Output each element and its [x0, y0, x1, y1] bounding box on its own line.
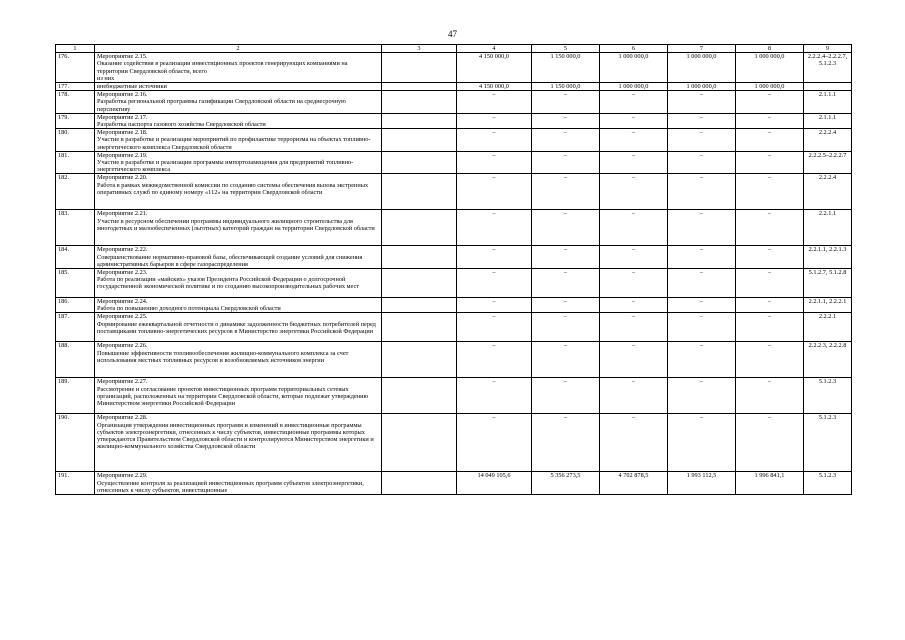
year-2-cell: –: [600, 378, 668, 414]
target-reference-cell: 2.2.2.4: [804, 129, 852, 152]
year-1-cell: –: [532, 414, 600, 472]
target-reference-cell: [804, 83, 852, 91]
table-row: [56, 53, 852, 83]
row-number-cell: 189.: [56, 378, 95, 414]
year-4-cell: –: [736, 246, 804, 269]
year-1-cell: –: [532, 342, 600, 378]
target-reference-cell: 2.2.2.5–2.2.2.7: [804, 151, 852, 174]
target-reference-cell: 2.1.1.1: [804, 113, 852, 128]
activity-description-cell: Мероприятие 2.17. Разработка паспорта газового хозяйства Свердловской области: [95, 113, 382, 128]
total-cell: –: [457, 246, 532, 269]
target-reference-cell: 2.2.2.4: [804, 174, 852, 210]
year-2-cell: –: [600, 174, 668, 210]
row-number-cell: 178.: [56, 91, 95, 114]
year-4-cell: –: [736, 378, 804, 414]
row-number-cell: 185.: [56, 269, 95, 298]
table-row: [56, 91, 852, 114]
year-1-cell: 1 150 000,0: [532, 83, 600, 91]
row-number-cell: 177.: [56, 83, 95, 91]
year-4-cell: –: [736, 129, 804, 152]
total-cell: –: [457, 151, 532, 174]
row-number-cell: 184.: [56, 246, 95, 269]
activity-description-cell: Мероприятие 2.25. Формирование ежеквартальной отчетности о динамике задолженности бюджетных потребителей перед поставщиками топливно-энергетических ресурсов в Министерство энергетики Российской Федерации: [95, 313, 382, 342]
activity-description-cell: Мероприятие 2.26. Повышение эффективности топливообеспечения жилищно-коммунального комплекса за счет использования местных топливных ресурсов и возобновляемых источников энергии: [95, 342, 382, 378]
activity-description-cell: Мероприятие 2.16. Разработка региональной программы газификации Свердловской области на среднесрочную перспективу: [95, 91, 382, 114]
row-number-cell: 176.: [56, 53, 95, 83]
total-cell: –: [457, 313, 532, 342]
row-number-cell: 186.: [56, 298, 95, 313]
year-2-cell: –: [600, 151, 668, 174]
activity-description-cell: Мероприятие 2.28. Организация утверждения инвестиционных программ и изменений в инвестиционные программы субъектов электроэнергетики, отнесенных к числу субъектов, инвестиционные программы которых утверждаются Правительством Свердловской области и контролируются Министерством энергетики и жилищно-коммунального хозяйства Свердловской области: [95, 414, 382, 472]
column-3-cell: [382, 313, 457, 342]
target-reference-cell: 2.1.1.1: [804, 91, 852, 114]
target-reference-cell: 2.2.1.1, 2.2.1.3: [804, 246, 852, 269]
year-1-cell: –: [532, 210, 600, 246]
year-3-cell: –: [668, 129, 736, 152]
target-reference-cell: 2.2.1.1, 2.2.2.1: [804, 298, 852, 313]
table-row: [56, 342, 852, 378]
table-row: [56, 83, 852, 91]
year-2-cell: –: [600, 414, 668, 472]
year-3-cell: –: [668, 174, 736, 210]
year-4-cell: –: [736, 151, 804, 174]
year-1-cell: –: [532, 269, 600, 298]
column-3-cell: [382, 129, 457, 152]
row-number-cell: 179.: [56, 113, 95, 128]
target-reference-cell: 2.2.1.1: [804, 210, 852, 246]
table-row: [56, 151, 852, 174]
header-cell: 8: [736, 45, 804, 53]
total-cell: –: [457, 113, 532, 128]
year-4-cell: 1 000 000,0: [736, 83, 804, 91]
total-cell: –: [457, 174, 532, 210]
year-2-cell: –: [600, 246, 668, 269]
activity-description-cell: Мероприятие 2.19. Участие в разработке и реализации программы импортозамещения для предприятий топливно-энергетического комплекса: [95, 151, 382, 174]
year-4-cell: –: [736, 91, 804, 114]
table-row: [56, 113, 852, 128]
year-4-cell: –: [736, 269, 804, 298]
table-row: [56, 174, 852, 210]
table-row: [56, 210, 852, 246]
year-3-cell: –: [668, 269, 736, 298]
activity-description-cell: Мероприятие 2.20. Работа в рамках межведомственной комиссии по созданию системы обеспечения вызова экстренных оперативных служб по единому номеру «112» на территории Свердловской области: [95, 174, 382, 210]
target-reference-cell: 2.2.2.4–2.2.2.7, 5.1.2.3: [804, 53, 852, 83]
activity-description-cell: Мероприятие 2.21. Участие в ресурсном обеспечении программы индивидуального жилищного строительства для многодетных и малообеспеченных (льготных) категорий граждан на территории Свердловской области: [95, 210, 382, 246]
activity-description-cell: Мероприятие 2.29. Осуществление контроля за реализацией инвестиционных программ субъектов электроэнергетики, отнесенных к числу субъектов, инвестиционные: [95, 472, 382, 495]
table-row: [56, 246, 852, 269]
year-1-cell: 1 150 000,0: [532, 53, 600, 83]
total-cell: –: [457, 91, 532, 114]
year-1-cell: –: [532, 378, 600, 414]
row-number-cell: 182.: [56, 174, 95, 210]
program-table: [55, 44, 852, 495]
table-row: [56, 378, 852, 414]
target-reference-cell: 2.2.2.1: [804, 313, 852, 342]
column-3-cell: [382, 91, 457, 114]
total-cell: 4 150 000,0: [457, 53, 532, 83]
year-3-cell: 1 993 112,5: [668, 472, 736, 495]
year-3-cell: –: [668, 91, 736, 114]
year-4-cell: 1 000 000,0: [736, 53, 804, 83]
target-reference-cell: 5.1.2.3: [804, 472, 852, 495]
header-cell: 7: [668, 45, 736, 53]
year-2-cell: –: [600, 91, 668, 114]
year-4-cell: 1 996 841,1: [736, 472, 804, 495]
target-reference-cell: 5.1.2.3: [804, 414, 852, 472]
year-2-cell: –: [600, 342, 668, 378]
total-cell: 4 150 000,0: [457, 83, 532, 91]
activity-description-cell: внебюджетные источники: [95, 83, 382, 91]
column-3-cell: [382, 298, 457, 313]
year-4-cell: –: [736, 313, 804, 342]
year-2-cell: –: [600, 269, 668, 298]
year-3-cell: 1 000 000,0: [668, 83, 736, 91]
year-1-cell: –: [532, 298, 600, 313]
header-cell: 2: [95, 45, 382, 53]
header-cell: 9: [804, 45, 852, 53]
column-3-cell: [382, 269, 457, 298]
year-2-cell: 4 702 878,5: [600, 472, 668, 495]
row-number-cell: 181.: [56, 151, 95, 174]
table-row: [56, 269, 852, 298]
year-1-cell: –: [532, 174, 600, 210]
year-1-cell: –: [532, 151, 600, 174]
column-3-cell: [382, 378, 457, 414]
header-cell: 4: [457, 45, 532, 53]
year-3-cell: 1 000 000,0: [668, 53, 736, 83]
total-cell: –: [457, 378, 532, 414]
year-3-cell: –: [668, 210, 736, 246]
total-cell: –: [457, 269, 532, 298]
year-3-cell: –: [668, 246, 736, 269]
year-4-cell: –: [736, 210, 804, 246]
year-2-cell: 1 000 000,0: [600, 53, 668, 83]
year-1-cell: –: [532, 246, 600, 269]
column-3-cell: [382, 174, 457, 210]
table-row: [56, 129, 852, 152]
year-3-cell: –: [668, 378, 736, 414]
year-2-cell: –: [600, 210, 668, 246]
row-number-cell: 188.: [56, 342, 95, 378]
column-3-cell: [382, 113, 457, 128]
total-cell: 14 049 105,6: [457, 472, 532, 495]
activity-description-cell: Мероприятие 2.15. Оказание содействия в реализации инвестиционных проектов генерирующих компаниями на территории Свердловской области, всего из них: [95, 53, 382, 83]
row-number-cell: 190.: [56, 414, 95, 472]
total-cell: –: [457, 210, 532, 246]
column-3-cell: [382, 246, 457, 269]
year-4-cell: –: [736, 342, 804, 378]
header-cell: 1: [56, 45, 95, 53]
year-3-cell: –: [668, 342, 736, 378]
total-cell: –: [457, 342, 532, 378]
target-reference-cell: 5.1.2.3: [804, 378, 852, 414]
year-4-cell: –: [736, 298, 804, 313]
year-3-cell: –: [668, 298, 736, 313]
column-3-cell: [382, 414, 457, 472]
row-number-cell: 183.: [56, 210, 95, 246]
column-3-cell: [382, 472, 457, 495]
year-4-cell: –: [736, 113, 804, 128]
row-number-cell: 191.: [56, 472, 95, 495]
row-number-cell: 187.: [56, 313, 95, 342]
year-4-cell: –: [736, 414, 804, 472]
activity-description-cell: Мероприятие 2.23. Работа по реализации «майских» указов Президента Российской Федерации о долгосрочной государственной экономической политике и по созданию высокопроизводительных рабочих мест: [95, 269, 382, 298]
year-2-cell: –: [600, 298, 668, 313]
activity-description-cell: Мероприятие 2.22. Совершенствование нормативно-правовой базы, обеспечивающей создание условий для снижения административных барьеров в сфере газораспределения: [95, 246, 382, 269]
year-1-cell: –: [532, 91, 600, 114]
page-number: 47: [448, 29, 457, 39]
activity-description-cell: Мероприятие 2.27. Рассмотрение и согласование проектов инвестиционных программ территориальных сетевых организаций, расположенных на территории Свердловской области, которые подлежат утверждению Министерством энергетики Российской Федерации: [95, 378, 382, 414]
year-3-cell: –: [668, 113, 736, 128]
table-row: [56, 298, 852, 313]
activity-description-cell: Мероприятие 2.24. Работа по повышению доходного потенциала Свердловской области: [95, 298, 382, 313]
activity-description-cell: Мероприятие 2.18. Участие в разработке и реализации мероприятий по профилактике терроризма на объектах топливно-энергетического комплекса Свердловской области: [95, 129, 382, 152]
year-1-cell: –: [532, 313, 600, 342]
total-cell: –: [457, 298, 532, 313]
year-1-cell: –: [532, 113, 600, 128]
year-2-cell: –: [600, 313, 668, 342]
year-3-cell: –: [668, 414, 736, 472]
year-2-cell: –: [600, 129, 668, 152]
total-cell: –: [457, 414, 532, 472]
row-number-cell: 180.: [56, 129, 95, 152]
table-header-row: [56, 45, 852, 53]
column-3-cell: [382, 151, 457, 174]
year-4-cell: –: [736, 174, 804, 210]
year-1-cell: –: [532, 129, 600, 152]
column-3-cell: [382, 53, 457, 83]
year-2-cell: –: [600, 113, 668, 128]
column-3-cell: [382, 342, 457, 378]
header-cell: 6: [600, 45, 668, 53]
year-3-cell: –: [668, 313, 736, 342]
table-row: [56, 313, 852, 342]
header-cell: 5: [532, 45, 600, 53]
year-2-cell: 1 000 000,0: [600, 83, 668, 91]
target-reference-cell: 2.2.2.3, 2.2.2.8: [804, 342, 852, 378]
total-cell: –: [457, 129, 532, 152]
table-row: [56, 414, 852, 472]
year-1-cell: 5 356 273,5: [532, 472, 600, 495]
table-row: [56, 472, 852, 495]
header-cell: 3: [382, 45, 457, 53]
year-3-cell: –: [668, 151, 736, 174]
column-3-cell: [382, 83, 457, 91]
column-3-cell: [382, 210, 457, 246]
target-reference-cell: 5.1.2.7, 5.1.2.8: [804, 269, 852, 298]
